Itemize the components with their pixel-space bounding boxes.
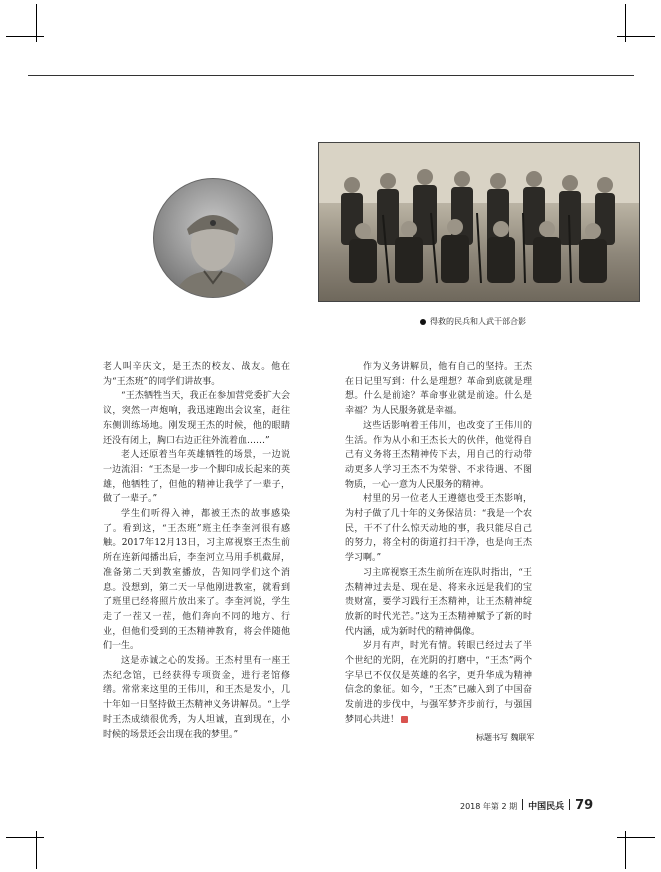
photo-caption-text: 得救的民兵和人武干部合影 [430,317,526,326]
group-photo [318,142,640,302]
left-text-column [103,360,290,742]
paragraph-final [345,639,532,727]
crop-mark-bottom-right-v [625,831,626,869]
crop-mark-top-right-v [625,4,626,42]
footer-divider [569,799,570,810]
group-photo-figures [319,143,639,301]
page-footer [460,794,610,812]
right-text-column [345,360,532,728]
page-number: 79 [575,798,594,813]
crop-mark-top-right-h [617,36,655,37]
magazine-name: 中国民兵 [528,802,565,812]
paragraph: 习主席视察王杰生前所在连队时指出，“王杰精神过去是、现在是、将来永远是我们的宝贵财富，要学习践行王杰精神，让王杰精神绽放新的时代光芒。”这为王杰精神赋予了新的时代内涵，成为新时代的精神偶像。 [345,567,532,637]
paragraph-final-text: 岁月有声，时光有情。转眼已经过去了半个世纪的光阴，在光阴的打磨中，“王杰”两个字早已不仅仅是英雄的名字，更升华成为精神信念的象征。如今，“王杰”已融入到了中国奋发前进的步伐中，与强军梦齐步前行，与强国梦同心共进！ [345,641,532,725]
end-mark-icon [401,716,408,723]
byline: 标题书写 魏联军 [476,733,535,742]
crop-mark-bottom-left-h [6,837,44,838]
crop-mark-top-left-v [36,4,37,42]
bullet-icon [420,319,426,325]
paragraph: 学生们听得入神，都被王杰的故事感染了。看到这，“王杰班”班主任李奎河很有感触。2017年12月13日，习主席视察王杰生前所在连新闻播出后，李奎河立马用手机截屏，准备第二天到教室播放，告知同学们这个消息。没想到，第二天一早他刚进教室，就看到了班里已经将照片放出来了。李奎河说，学生走了一茬又一茬，他们奔向不同的地方、行业，但他们受到的王杰精神教育，将会伴随他们一生。 [103,509,290,652]
paragraph: 村里的另一位老人王遵德也受王杰影响，为村子做了几十年的义务保洁员：“我是一个农民，干不了什么惊天动地的事，我只能尽自己的努力，将全村的街道打扫干净，也是向王杰学习啊。” [345,494,532,564]
portrait-image [153,178,273,298]
paragraph: 这是赤诚之心的发扬。王杰村里有一座王杰纪念馆，已经获得专项资金，进行老馆修缮。常常来这里的王伟川，和王杰是发小，几十年如一日坚持做王杰精神义务讲解员。“上学时王杰成绩很优秀，为人坦诚，直到现在，小时候的场景还会出现在我的梦里。” [103,656,290,740]
photo-caption [420,315,638,329]
paragraph: 老人叫辛庆文，是王杰的校友、战友。他在为“王杰班”的同学们讲故事。 [103,362,290,387]
paragraph: 老人还原着当年英雄牺牲的场景，一边说一边流泪：“王杰是一步一个脚印成长起来的英雄，他牺牲了，但他的精神让我学了一辈子，做了一辈子。” [103,450,290,505]
footer-divider [522,799,523,810]
issue-label: 2018 年第 2 期 [460,802,518,811]
paragraph: 这些话影响着王伟川，也改变了王伟川的生活。作为从小和王杰长大的伙伴，他觉得自己有义务将王杰精神传下去，用自己的行动带动更多人学习王杰不为荣誉、不求待遇、不图物质，一心一意为人民服务的精神。 [345,420,532,490]
paragraph: 作为义务讲解员，他有自己的坚持。王杰在日记里写到：什么是理想？革命到底就是理想。什么是前途？革命事业就是前途。什么是幸福？为人民服务就是幸福。 [345,362,532,417]
crop-mark-top-left-h [6,36,44,37]
header-rule [28,75,634,76]
portrait-figure [154,179,272,297]
paragraph: “王杰牺牲当天，我正在参加营党委扩大会议，突然一声炮响，我迅速跑出会议室，赶往东侧训练场地。刚发现王杰的时候，他的眼睛还没有闭上，胸口右边正往外流着血……” [103,391,290,446]
crop-mark-bottom-left-v [36,831,37,869]
crop-mark-bottom-right-h [617,837,655,838]
